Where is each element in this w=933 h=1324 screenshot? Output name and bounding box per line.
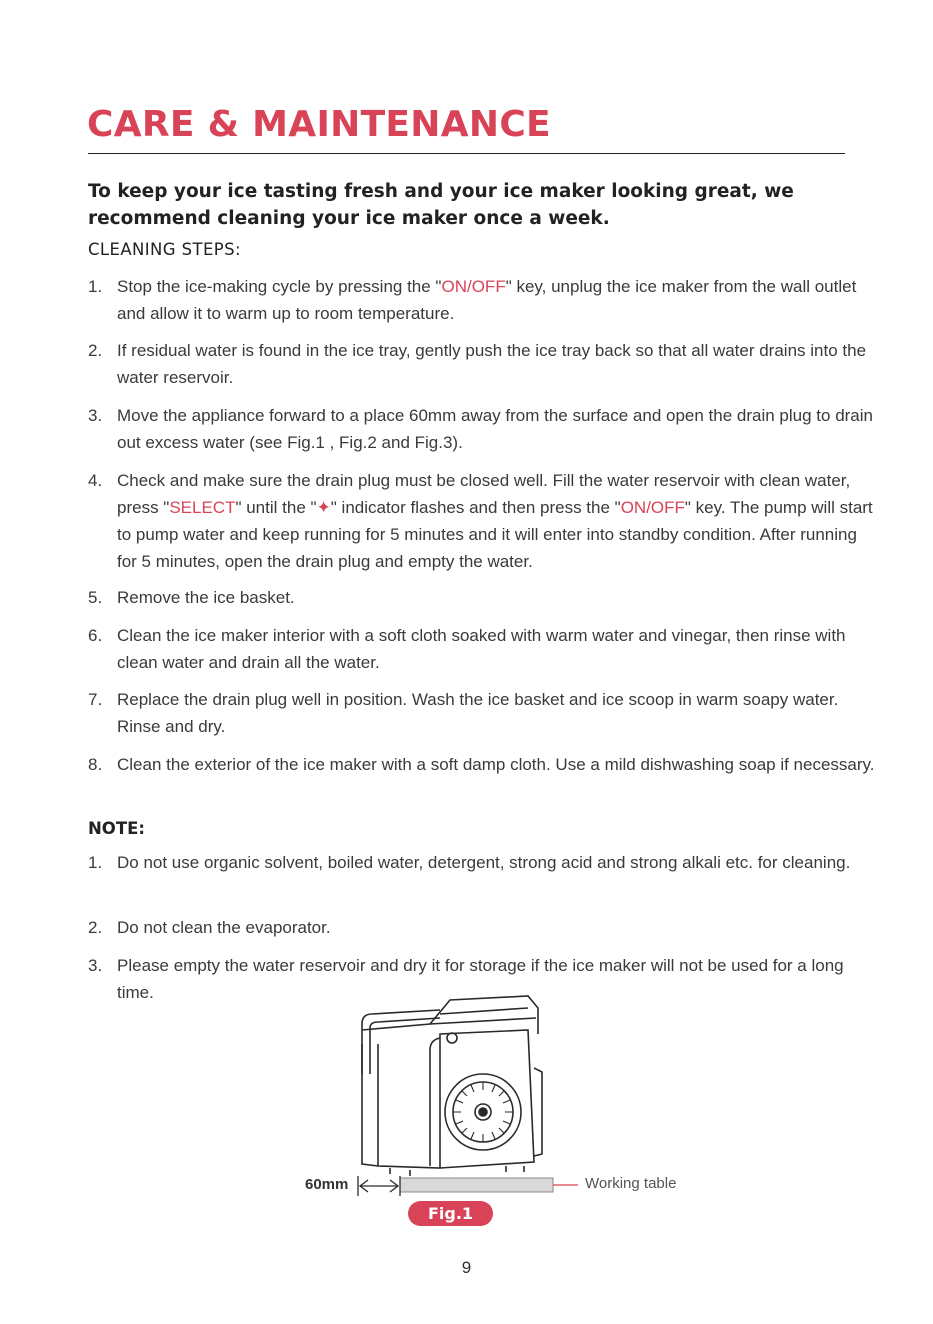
step-number: 2. <box>88 341 103 360</box>
step-number: 8. <box>88 755 103 774</box>
step-number: 3. <box>88 406 103 425</box>
step-4: 4. Check and make sure the drain plug must be closed well. Fill the water reservoir with clean water, press "SELECT" until the "✦" indicator flashes and then press the "ON/OFF" key. The pump will start to pump water and keep running for 5 minutes and it will enter into standby condition. After running for 5 minutes, open the drain plug and empty the water. <box>88 467 877 575</box>
step-6: 6. Clean the ice maker interior with a soft cloth soaked with warm water and vinegar, then rinse with clean water and drain all the water. <box>88 622 877 676</box>
note-number: 2. <box>88 918 103 937</box>
on-off-key-label: ON/OFF <box>620 498 685 517</box>
intro-text: To keep your ice tasting fresh and your ice maker looking great, we recommend cleaning your ice maker once a week. <box>88 181 794 229</box>
ice-maker-figure <box>290 994 710 1234</box>
distance-dimension-arrow <box>358 1176 400 1196</box>
step-2: 2. If residual water is found in the ice tray, gently push the ice tray back so that all water drains into the water reservoir. <box>88 337 877 391</box>
clean-indicator-icon: ✦ <box>316 498 331 517</box>
note-1: 1. Do not use organic solvent, boiled water, detergent, strong acid and strong alkali etc. for cleaning. <box>88 849 877 876</box>
step-number: 5. <box>88 588 103 607</box>
working-table-surface <box>400 1178 553 1192</box>
note-3: 3. Please empty the water reservoir and dry it for storage if the ice maker will not be used for a long time. <box>88 952 877 1006</box>
step-number: 4. <box>88 471 103 490</box>
distance-label: 60mm <box>305 1176 349 1193</box>
step-number: 6. <box>88 626 103 645</box>
ice-maker-illustration <box>362 996 542 1176</box>
title-rule <box>88 153 845 154</box>
step-7: 7. Replace the drain plug well in position. Wash the ice basket and ice scoop in warm soapy water. Rinse and dry. <box>88 686 877 740</box>
cleaning-steps-heading: CLEANING STEPS: <box>88 240 241 259</box>
step-number: 7. <box>88 690 103 709</box>
step-8: 8. Clean the exterior of the ice maker with a soft damp cloth. Use a mild dishwashing soap if necessary. <box>88 751 877 778</box>
working-table-label: Working table <box>585 1175 677 1192</box>
select-key-label: SELECT <box>169 498 236 517</box>
step-3: 3. Move the appliance forward to a place 60mm away from the surface and open the drain plug to drain out excess water (see Fig.1 , Fig.2 and Fig.3). <box>88 402 877 456</box>
note-number: 3. <box>88 956 103 975</box>
step-5: 5. Remove the ice basket. <box>88 584 877 611</box>
step-number: 1. <box>88 277 103 296</box>
step-1: 1. Stop the ice-making cycle by pressing the "ON/OFF" key, unplug the ice maker from the wall outlet and allow it to warm up to room temperature. <box>88 273 877 327</box>
page-number: 9 <box>461 1258 472 1277</box>
page-title: CARE & MAINTENANCE <box>87 104 551 145</box>
note-2: 2. Do not clean the evaporator. <box>88 914 877 941</box>
note-heading: NOTE: <box>88 819 145 838</box>
note-number: 1. <box>88 853 103 872</box>
figure-caption: Fig.1 <box>408 1201 493 1226</box>
on-off-key-label: ON/OFF <box>441 277 506 296</box>
